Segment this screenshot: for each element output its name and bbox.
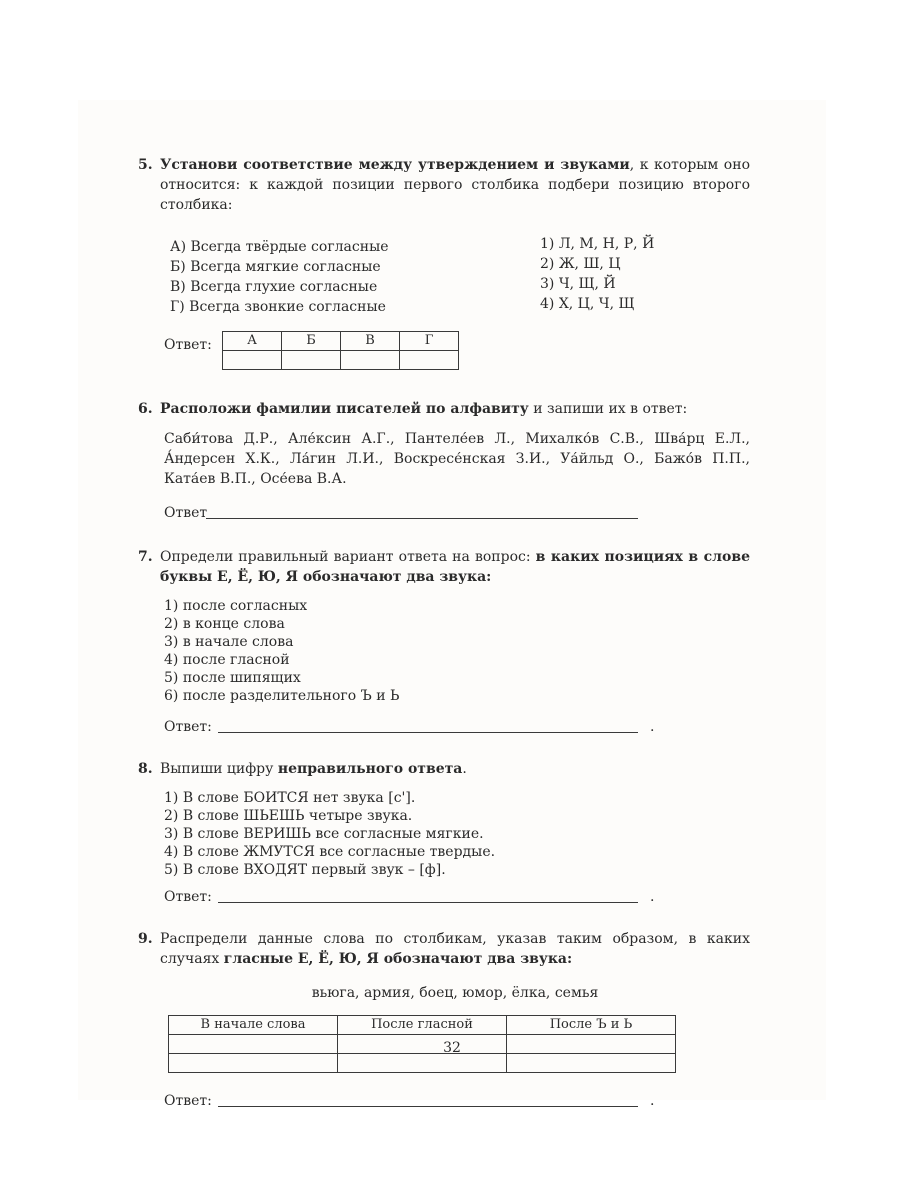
statements-column <box>170 237 500 317</box>
task-instruction-plain: Определи правильный вариант ответа на вопрос: <box>160 549 536 565</box>
answer-label: Ответ: <box>164 889 212 905</box>
matching-columns <box>160 237 750 319</box>
answer-line <box>160 715 750 739</box>
option-item: 5) В слове ВХОДЯТ первый звук – [ф]. <box>164 862 446 878</box>
grid-answer-cell[interactable] <box>282 351 341 370</box>
answer-line <box>160 501 750 525</box>
task-number: 9. <box>138 931 153 947</box>
option-item: 1) В слове БОИТСЯ нет звука [с']. <box>164 790 416 806</box>
table-header: После Ъ и Ь <box>507 1016 676 1035</box>
grid-answer-cell[interactable] <box>223 351 282 370</box>
answer-grid <box>222 331 459 370</box>
option-item: 4) В слове ЖМУТСЯ все согласные твердые. <box>164 844 496 860</box>
options-list <box>164 789 750 879</box>
grid-answer-cell[interactable] <box>400 351 459 370</box>
option-item: 2) В слове ШЬЕШЬ четыре звука. <box>164 808 413 824</box>
sound-item: 4) Х, Ц, Ч, Щ <box>540 296 635 312</box>
task-instruction-bold: Расположи фамилии писателей по алфавиту <box>160 401 529 417</box>
task-instruction-plain: Распредели данные слова по столбикам, указав таким образом, в каких случаях <box>160 931 750 967</box>
task-text <box>160 547 750 587</box>
statement-item: Б) Всегда мягкие согласные <box>170 259 381 275</box>
sound-item: 1) Л, М, Н, Р, Й <box>540 236 655 252</box>
authors-list: Саби́това Д.Р., Але́ксин А.Г., Пантеле́ев Л., Михалко́в С.В., Шва́рц Е.Л., А́ндерсен Х.К., Ла́гин Л.И., Воскресе́нская З.И., Уа́йльд О., Бажо́в П.П., Ката́ев В.П., Осе́ева В.А. <box>164 431 750 487</box>
statement-item: В) Всегда глухие согласные <box>170 279 378 295</box>
answer-field[interactable] <box>206 518 638 519</box>
answer-label: Ответ: <box>164 337 212 353</box>
task-number: 5. <box>138 157 153 173</box>
sound-item: 2) Ж, Ш, Ц <box>540 256 621 272</box>
options-list <box>164 597 750 705</box>
task-instruction-end: . <box>462 761 467 777</box>
answer-field[interactable] <box>218 1106 638 1107</box>
statement-item: А) Всегда твёрдые согласные <box>170 239 389 255</box>
table-cell[interactable] <box>169 1054 338 1073</box>
task-8 <box>138 759 750 909</box>
word-list: вьюга, армия, боец, юмор, ёлка, семья <box>311 985 599 1001</box>
answer-line <box>160 1089 750 1113</box>
option-item: 1) после согласных <box>164 598 308 614</box>
task-number: 8. <box>138 761 153 777</box>
page-content <box>138 155 750 1113</box>
table-cell[interactable] <box>338 1054 507 1073</box>
option-item: 5) после шипящих <box>164 670 301 686</box>
answer-field[interactable] <box>218 732 638 733</box>
table-header: После гласной <box>338 1016 507 1035</box>
grid-header: Б <box>282 332 341 351</box>
task-text <box>160 399 750 419</box>
task-7 <box>138 547 750 739</box>
task-instruction-bold: Установи соответствие между утверждением и звуками <box>160 157 630 173</box>
task-text <box>160 759 750 779</box>
task-instruction-rest: , к которым оно относится: к каждой позиции первого столбика подбери позицию второго столбика: <box>160 157 750 213</box>
answer-line <box>160 885 750 909</box>
option-item: 4) после гласной <box>164 652 290 668</box>
grid-answer-cell[interactable] <box>341 351 400 370</box>
answer-grid-row <box>160 331 750 375</box>
sounds-column <box>540 234 740 314</box>
task-number: 6. <box>138 401 153 417</box>
answer-dot: . <box>650 719 655 735</box>
option-item: 3) в начале слова <box>164 634 294 650</box>
answer-dot: . <box>650 889 655 905</box>
task-text <box>160 155 750 215</box>
task-instruction-bold: неправильного ответа <box>277 761 463 777</box>
task-number: 7. <box>138 549 153 565</box>
task-9 <box>138 929 750 1113</box>
answer-label: Ответ: <box>164 1093 212 1109</box>
task-instruction-bold: гласные Е, Ё, Ю, Я обозначают два звука: <box>223 951 573 967</box>
statement-item: Г) Всегда звонкие согласные <box>170 299 386 315</box>
table-header: В начале слова <box>169 1016 338 1035</box>
task-instruction-plain: Выпиши цифру <box>160 761 278 777</box>
option-item: 6) после разделительного Ъ и Ь <box>164 688 400 704</box>
option-item: 2) в конце слова <box>164 616 285 632</box>
page-number: 32 <box>443 1040 461 1056</box>
sound-item: 3) Ч, Щ, Й <box>540 276 616 292</box>
task-text <box>160 929 750 969</box>
answer-label: Ответ <box>164 505 208 521</box>
task-6 <box>138 399 750 525</box>
grid-header: Г <box>400 332 459 351</box>
table-cell[interactable] <box>507 1054 676 1073</box>
workbook-page <box>78 100 826 1109</box>
answer-field[interactable] <box>218 902 638 903</box>
grid-header: А <box>223 332 282 351</box>
grid-header: В <box>341 332 400 351</box>
answer-dot: . <box>650 1093 655 1109</box>
answer-label: Ответ: <box>164 719 212 735</box>
option-item: 3) В слове ВЕРИШЬ все согласные мягкие. <box>164 826 484 842</box>
task-instruction-rest: и запиши их в ответ: <box>528 401 688 417</box>
task-5 <box>138 155 750 375</box>
task-instruction-bold: в каких позициях в слове буквы Е, Ё, Ю, Я обозначают два звука: <box>160 549 750 585</box>
